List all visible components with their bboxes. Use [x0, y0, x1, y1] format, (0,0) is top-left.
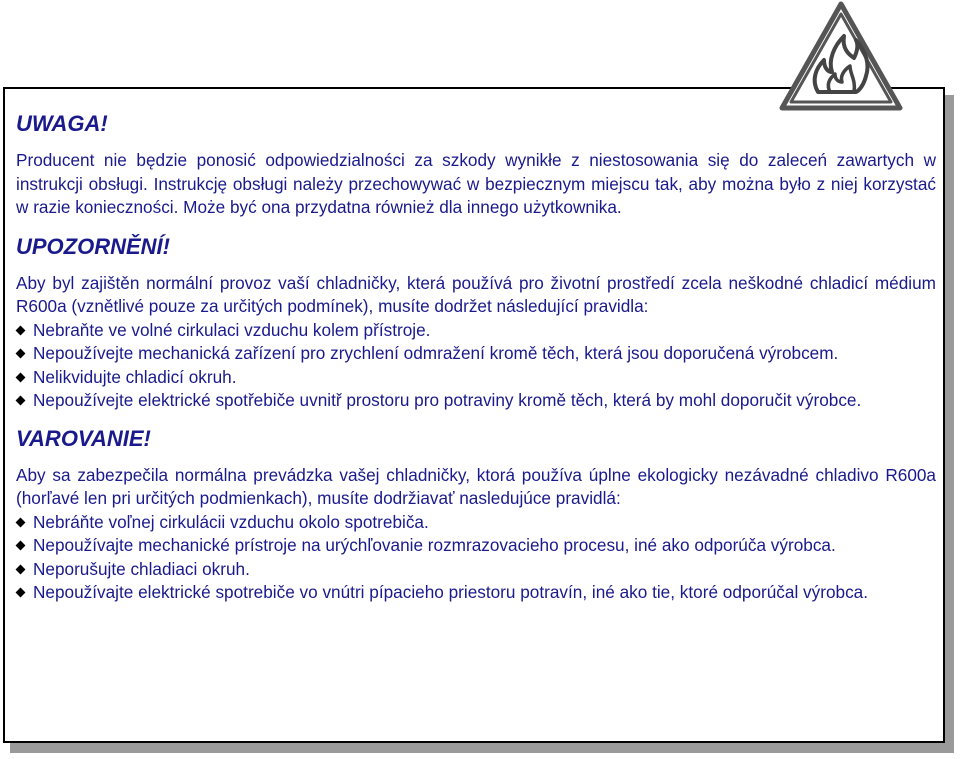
flammable-warning-icon — [778, 0, 904, 112]
bullet-icon — [16, 372, 26, 382]
list-item: Neporušujte chladiaci okruh. — [16, 558, 936, 582]
slovak-heading: VAROVANIE! — [16, 425, 151, 451]
czech-paragraph: Aby byl zajištěn normální provoz vaší chladničky, která používá pro životní prostředí zcela neškodné chladicí médium R600a (vznětlivé pouze za určitých podmínek), musíte dodržet následující pravidla: — [16, 272, 936, 316]
bullet-icon — [16, 564, 26, 574]
content — [16, 111, 936, 605]
bullet-icon — [16, 325, 26, 335]
bullet-icon — [16, 541, 26, 551]
czech-bullet-list — [16, 319, 936, 413]
list-item: Nepoužívejte mechanická zařízení pro zrychlení odmražení kromě těch, která jsou doporučená výrobcem. — [16, 342, 936, 366]
bullet-icon — [16, 588, 26, 598]
slovak-paragraph: Aby sa zabezpečila normálna prevádzka vašej chladničky, ktorá používa úplne ekologicky nezávadné chladivo R600a (horľavé len pri určitých podmienkach), musíte dodržiavať nasledujúce pravidlá: — [16, 464, 936, 508]
list-item: Nelikvidujte chladicí okruh. — [16, 366, 936, 390]
list-item: Nebráňte voľnej cirkulácii vzduchu okolo spotrebiča. — [16, 511, 936, 535]
list-item: Nebraňte ve volné cirkulaci vzduchu kolem přístroje. — [16, 319, 936, 343]
list-item: Nepoužívajte mechanické prístroje na urýchľovanie rozmrazovacieho procesu, iné ako odporúča výrobca. — [16, 534, 936, 558]
bullet-icon — [16, 396, 26, 406]
list-item: Nepoužívejte elektrické spotřebiče uvnitř prostoru pro potraviny kromě těch, která by mohl doporučit výrobce. — [16, 389, 936, 413]
czech-heading: UPOZORNĚNÍ! — [16, 233, 170, 259]
slovak-bullet-list — [16, 511, 936, 605]
bullet-icon — [16, 349, 26, 359]
polish-paragraph: Producent nie będzie ponosić odpowiedzialności za szkody wynikłe z niestosowania się do zaleceń zawartych w instrukcji obsługi. Instrukcję obsługi należy przechowywać w bezpiecznym miejscu tak, aby można było z niej korzystać w razie konieczności. Może być ona przydatna również dla innego użytkownika. — [16, 150, 936, 217]
list-item: Nepoužívajte elektrické spotrebiče vo vnútri pípacieho priestoru potravín, iné ako tie, ktoré odporúčal výrobca. — [16, 581, 936, 605]
polish-heading: UWAGA! — [16, 111, 108, 136]
bullet-icon — [16, 517, 26, 527]
